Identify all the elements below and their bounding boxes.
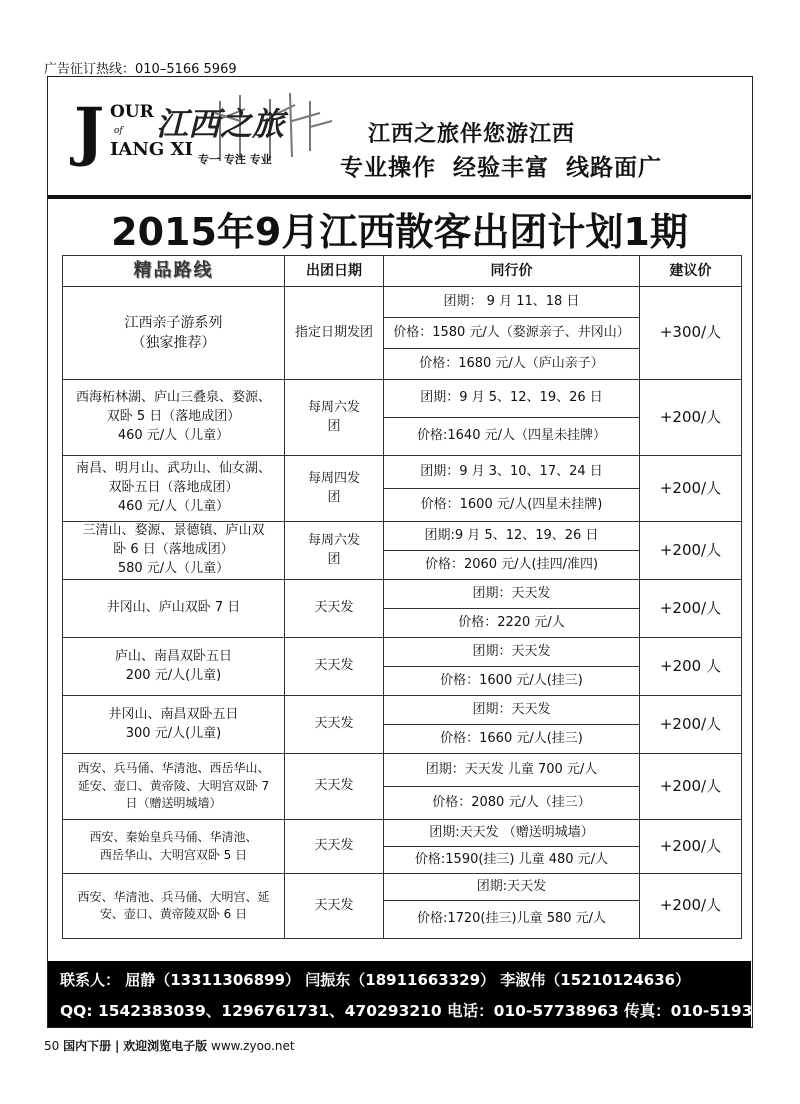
table-row <box>63 696 742 725</box>
price-cell: 价格：1680 元/人（庐山亲子） <box>384 349 640 380</box>
route-cell <box>63 580 285 638</box>
page-footer <box>44 1037 295 1054</box>
price-cell: 团期：天天发 <box>384 638 640 667</box>
price-cell: 团期： 9 月 11、18 日 <box>384 287 640 318</box>
price-cell: 价格:1640 元/人（四星未挂牌） <box>384 418 640 456</box>
price-cell: 价格：1660 元/人(挂三) <box>384 725 640 754</box>
price-cell: 价格：2220 元/人 <box>384 609 640 638</box>
suggest-cell: +200/人 <box>640 380 742 456</box>
route-line: 庐山、南昌双卧五日 <box>114 648 232 664</box>
price-cell: 价格:1720(挂三)儿童 580 元/人 <box>384 901 640 939</box>
header-route: 精品路线 <box>63 256 285 287</box>
route-line: 江西亲子游系列 <box>124 314 223 331</box>
logo-of: of <box>114 126 123 136</box>
route-line: 卧 6 日（落地成团） <box>113 542 234 558</box>
suggest-cell: +200/人 <box>640 696 742 754</box>
table-row <box>63 456 742 489</box>
header-suggest-price: 建议价 <box>640 256 742 287</box>
route-line: 三清山、婺源、景德镇、庐山双 <box>82 523 265 539</box>
logo-chinese-name: 江西之旅 <box>156 105 285 143</box>
route-cell <box>63 754 285 820</box>
table-row <box>63 580 742 609</box>
website-link[interactable]: www.zyoo.net <box>211 1039 295 1053</box>
route-line: 延安、壶口、黄帝陵、大明宫双卧 7 <box>77 778 270 793</box>
route-line: 580 元/人（儿童） <box>117 560 230 576</box>
price-cell: 价格:1590(挂三) 儿童 480 元/人 <box>384 847 640 874</box>
route-line: 西安、华清池、兵马俑、大明宫、延 <box>77 889 270 904</box>
price-cell: 价格：1600 元/人(四星未挂牌) <box>384 489 640 522</box>
suggest-cell: +300/人 <box>640 287 742 380</box>
route-line: 300 元/人(儿童) <box>125 725 222 741</box>
table-row <box>63 874 742 901</box>
route-line: 西海柘林湖、庐山三叠泉、婺源、 <box>75 390 271 406</box>
contact-persons: 联系人： 屈静（13311306899） 闫振东（18911663329） 李淑伟（15210124636） <box>60 971 691 989</box>
suggest-cell: +200/人 <box>640 456 742 522</box>
table-row <box>63 380 742 418</box>
departure-cell: 天天发 <box>285 696 384 754</box>
route-line: 西岳华山、大明宫双卧 5 日 <box>99 847 248 862</box>
table-header-row <box>63 256 742 287</box>
contact-numbers: QQ: 1542383039、1296761731、470293210 电话：010-57738963 传真：010-51931267 <box>60 1002 796 1020</box>
price-cell: 价格：2080 元/人（挂三） <box>384 787 640 820</box>
header-trade-price: 同行价 <box>384 256 640 287</box>
table-row <box>63 287 742 318</box>
logo-tagline: 专一 专注 专业 <box>198 153 272 166</box>
route-cell <box>63 456 285 522</box>
price-cell: 团期:9 月 5、12、19、26 日 <box>384 522 640 551</box>
departure-cell: 每周六发团 <box>285 522 384 580</box>
departure-cell: 天天发 <box>285 754 384 820</box>
route-cell <box>63 820 285 874</box>
price-cell: 价格：1600 元/人(挂三) <box>384 667 640 696</box>
logo-big-j: J <box>74 94 105 169</box>
suggest-cell: +200/人 <box>640 754 742 820</box>
suggest-cell: +200/人 <box>640 874 742 939</box>
ad-hotline: 广告征订热线：010–5166 5969 <box>44 62 237 77</box>
table-row <box>63 638 742 667</box>
route-cell <box>63 638 285 696</box>
suggest-cell: +200/人 <box>640 820 742 874</box>
route-line: 460 元/人（儿童） <box>117 498 230 514</box>
route-line: 安、壶口、黄帝陵双卧 6 日 <box>99 907 248 921</box>
suggest-cell: +200/人 <box>640 580 742 638</box>
suggest-cell: +200 人 <box>640 638 742 696</box>
departure-cell: 天天发 <box>285 874 384 939</box>
route-line: 西安、兵马俑、华清池、西岳华山、 <box>77 761 270 776</box>
price-cell: 团期:天天发 <box>384 874 640 901</box>
route-line: 日（赠送明城墙） <box>125 796 222 811</box>
route-line: 200 元/人(儿童) <box>125 667 222 683</box>
page-headline: 2015年9月江西散客出团计划1期 <box>111 210 688 254</box>
header-departure: 出团日期 <box>285 256 384 287</box>
route-line: （独家推荐） <box>131 335 216 351</box>
route-line: 井冈山、南昌双卧五日 <box>108 706 239 722</box>
jiangxi-tour-logo <box>70 91 340 183</box>
departure-cell: 天天发 <box>285 638 384 696</box>
route-line: 双卧五日（落地成团） <box>108 480 239 496</box>
contact-bar <box>48 961 796 1027</box>
table-row <box>63 522 742 551</box>
price-cell: 团期:天天发 （赠送明城墙） <box>384 820 640 847</box>
table-row <box>63 820 742 847</box>
route-line: 双卧 5 日（落地成团） <box>106 409 241 425</box>
departure-cell: 每周六发团 <box>285 380 384 456</box>
departure-cell: 天天发 <box>285 580 384 638</box>
departure-cell: 天天发 <box>285 820 384 874</box>
price-cell: 团期：9 月 3、10、17、24 日 <box>384 456 640 489</box>
departure-cell: 指定日期发团 <box>285 287 384 380</box>
price-cell: 团期：9 月 5、12、19、26 日 <box>384 380 640 418</box>
route-line: 460 元/人（儿童） <box>117 427 230 443</box>
departure-cell: 每周四发团 <box>285 456 384 522</box>
banner <box>48 77 751 199</box>
route-line: 南昌、明月山、武功山、仙女湖、 <box>75 461 271 477</box>
price-cell: 价格：2060 元/人(挂四/准四) <box>384 551 640 580</box>
footer-slogan: 欢迎浏览电子版 <box>123 1039 208 1053</box>
route-line: 西安、秦始皇兵马俑、华清池、 <box>89 830 258 845</box>
slogan-line-2: 专业操作 经验丰富 线路面广 <box>340 154 663 181</box>
slogan-line-1: 江西之旅伴您游江西 <box>368 121 576 147</box>
page-frame <box>47 76 796 1028</box>
tour-plan-table <box>62 255 742 939</box>
table-row <box>63 754 742 787</box>
price-cell: 团期：天天发 <box>384 580 640 609</box>
price-cell: 团期：天天发 儿童 700 元/人 <box>384 754 640 787</box>
price-cell: 团期：天天发 <box>384 696 640 725</box>
logo-top-letters: OUR <box>110 102 154 122</box>
route-cell <box>63 874 285 939</box>
page-number: 50 <box>44 1039 60 1053</box>
route-line: 井冈山、庐山双卧 7 日 <box>106 600 241 616</box>
route-cell <box>63 380 285 456</box>
route-cell <box>63 287 285 380</box>
logo-bottom-letters: IANG XI <box>110 139 193 160</box>
footer-separator: | <box>114 1039 120 1053</box>
section-name: 国内下册 <box>63 1039 112 1053</box>
suggest-cell: +200/人 <box>640 522 742 580</box>
route-cell <box>63 696 285 754</box>
price-cell: 价格：1580 元/人（婺源亲子、井冈山） <box>384 318 640 349</box>
route-cell <box>63 522 285 580</box>
